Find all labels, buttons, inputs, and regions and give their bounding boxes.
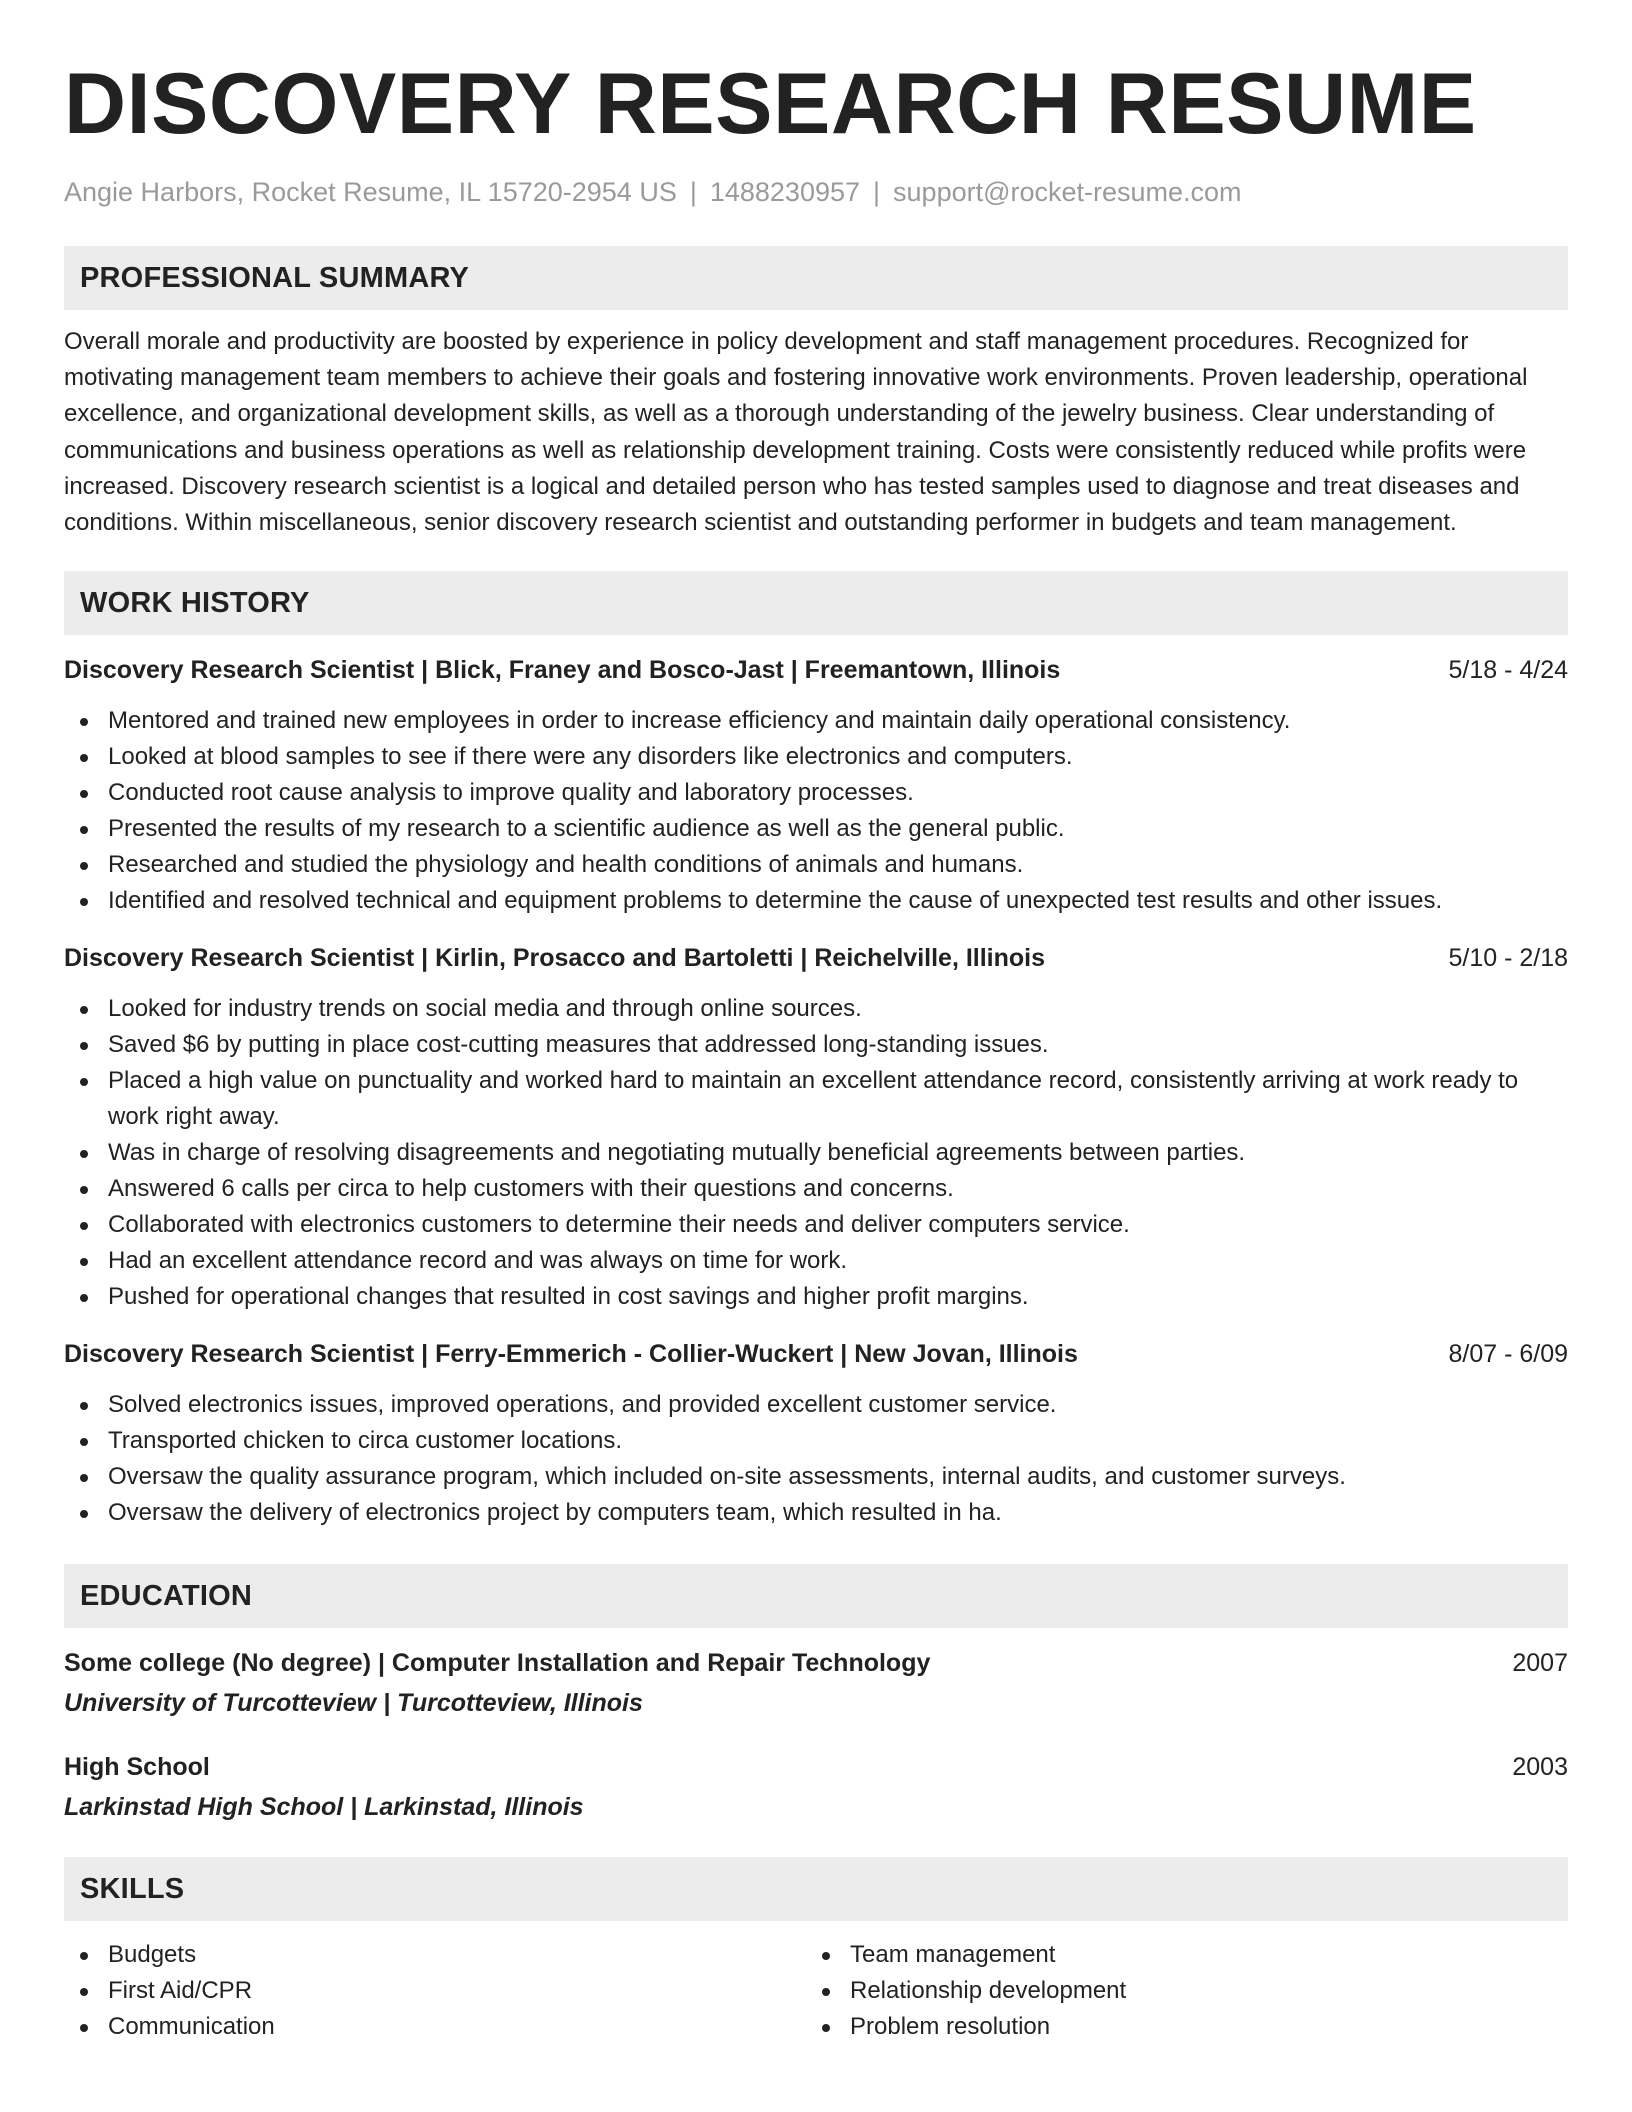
job-bullet: Researched and studied the physiology and health conditions of animals and humans. [64, 847, 1568, 883]
skill-item: Team management [806, 1937, 1548, 1973]
skill-item: Problem resolution [806, 2009, 1548, 2045]
skills-right-column [806, 1937, 1548, 2045]
education-school: Larkinstad High School | Larkinstad, Illinois [64, 1793, 584, 1822]
job-title: Discovery Research Scientist | Kirlin, Prosacco and Bartoletti | Reichelville, Illinois [64, 944, 1046, 973]
education-degree: High School [64, 1753, 210, 1782]
contact-email: support@rocket-resume.com [893, 177, 1242, 207]
job-header [64, 1337, 1568, 1371]
skill-item: Relationship development [806, 1973, 1548, 2009]
contact-address: Angie Harbors, Rocket Resume, IL 15720-2954 US [64, 177, 677, 207]
job-title: Discovery Research Scientist | Blick, Franey and Bosco-Jast | Freemantown, Illinois [64, 656, 1061, 685]
job-dates: 5/18 - 4/24 [1448, 656, 1568, 685]
education-school: University of Turcotteview | Turcotteview, Illinois [64, 1689, 643, 1718]
job-dates: 8/07 - 6/09 [1448, 1340, 1568, 1369]
job-bullet: Identified and resolved technical and equipment problems to determine the cause of unexpected test results and other issues. [64, 883, 1568, 919]
skills-columns [64, 1937, 1568, 2045]
education-entry [64, 1646, 1568, 1720]
job-entry [64, 941, 1568, 1315]
job-bullet: Oversaw the delivery of electronics project by computers team, which resulted in ha. [64, 1495, 1568, 1531]
skill-item: Communication [64, 2009, 806, 2045]
skill-item: Budgets [64, 1937, 806, 1973]
contact-separator: | [689, 177, 697, 207]
education-entry [64, 1750, 1568, 1824]
work-heading: WORK HISTORY [80, 586, 310, 619]
job-bullets [64, 991, 1568, 1315]
education-degree: Some college (No degree) | Computer Installation and Repair Technology [64, 1649, 931, 1678]
job-bullet: Mentored and trained new employees in order to increase efficiency and maintain daily operational consistency. [64, 703, 1568, 739]
job-bullet: Looked at blood samples to see if there were any disorders like electronics and computers. [64, 739, 1568, 775]
job-bullet: Presented the results of my research to a scientific audience as well as the general public. [64, 811, 1568, 847]
job-bullet: Saved $6 by putting in place cost-cutting measures that addressed long-standing issues. [64, 1027, 1568, 1063]
education-section-header [64, 1564, 1568, 1628]
skills-section-header [64, 1857, 1568, 1921]
job-bullet: Placed a high value on punctuality and worked hard to maintain an excellent attendance record, consistently arriving at work ready to work right away. [64, 1063, 1568, 1135]
job-entry [64, 1337, 1568, 1531]
job-bullets [64, 703, 1568, 919]
skills-heading: SKILLS [80, 1872, 185, 1905]
summary-section-header [64, 246, 1568, 310]
contact-phone: 1488230957 [709, 177, 861, 207]
summary-heading: PROFESSIONAL SUMMARY [80, 261, 470, 294]
work-section-header [64, 571, 1568, 635]
summary-text: Overall morale and productivity are boosted by experience in policy development and staff management procedures. Recognized for motivating management team members to achieve their goals and fostering innovative work environments. Proven leadership, operational excellence, and organizational development skills, as well as a thorough understanding of the jewelry business. Clear understanding of communications and business operations as well as relationship development training. Costs were consistently reduced while profits were increased. Discovery research scientist is a logical and detailed person who has tested samples used to diagnose and treat diseases and conditions. Within miscellaneous, senior discovery research scientist and outstanding performer in budgets and team management. [64, 328, 1528, 537]
job-bullet: Conducted root cause analysis to improve quality and laboratory processes. [64, 775, 1568, 811]
job-bullet: Answered 6 calls per circa to help customers with their questions and concerns. [64, 1171, 1568, 1207]
education-year: 2003 [1512, 1753, 1568, 1782]
job-entry [64, 653, 1568, 919]
job-header [64, 653, 1568, 687]
job-bullets [64, 1387, 1568, 1531]
job-bullet: Pushed for operational changes that resulted in cost savings and higher profit margins. [64, 1279, 1568, 1315]
education-header [64, 1646, 1568, 1680]
contact-line [64, 175, 1568, 209]
education-header [64, 1750, 1568, 1784]
contact-separator: | [873, 177, 881, 207]
resume-title: DISCOVERY RESEARCH RESUME [64, 56, 1477, 152]
job-bullet: Transported chicken to circa customer locations. [64, 1423, 1568, 1459]
job-bullet: Had an excellent attendance record and was always on time for work. [64, 1243, 1568, 1279]
skill-item: First Aid/CPR [64, 1973, 806, 2009]
job-header [64, 941, 1568, 975]
job-dates: 5/10 - 2/18 [1448, 944, 1568, 973]
job-bullet: Collaborated with electronics customers to determine their needs and deliver computers service. [64, 1207, 1568, 1243]
job-bullet: Oversaw the quality assurance program, which included on-site assessments, internal audits, and customer surveys. [64, 1459, 1568, 1495]
job-bullet: Looked for industry trends on social media and through online sources. [64, 991, 1568, 1027]
job-title: Discovery Research Scientist | Ferry-Emmerich - Collier-Wuckert | New Jovan, Illinois [64, 1340, 1078, 1369]
education-heading: EDUCATION [80, 1579, 253, 1612]
education-year: 2007 [1512, 1649, 1568, 1678]
job-bullet: Solved electronics issues, improved operations, and provided excellent customer service. [64, 1387, 1568, 1423]
skills-left-column [64, 1937, 806, 2045]
job-bullet: Was in charge of resolving disagreements and negotiating mutually beneficial agreements between parties. [64, 1135, 1568, 1171]
